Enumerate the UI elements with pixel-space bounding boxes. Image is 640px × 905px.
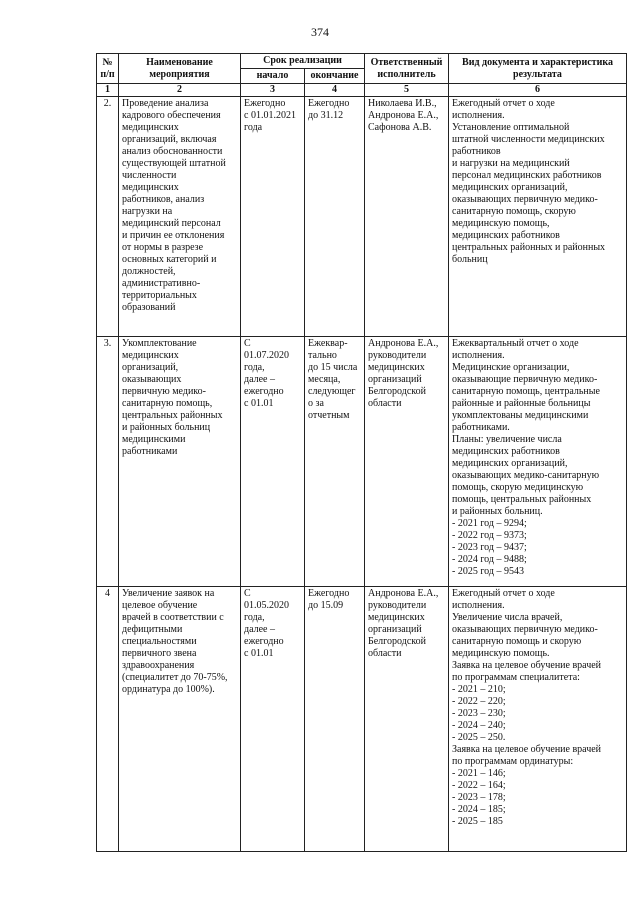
row-start: Ежегодно с 01.01.2021 года	[241, 97, 305, 337]
table-header-row	[97, 54, 627, 69]
row-responsible: Андронова Е.А., руководители медицинских организаций Белгородской области	[365, 587, 449, 852]
row-end: Ежеквар- тально до 15 числа месяца, следующег о за отчетным	[305, 337, 365, 587]
column-numbers-row	[97, 84, 627, 97]
col-number: 1	[97, 84, 119, 97]
header-end: окончание	[305, 69, 365, 84]
header-num: № п/п	[97, 54, 119, 84]
col-number: 5	[365, 84, 449, 97]
row-measure-name: Укомплектование медицинских организаций, оказывающих первичную медико- санитарную помощь, центральных районных и районных больниц медицинскими работниками	[119, 337, 241, 587]
row-number: 4	[97, 587, 119, 852]
col-number: 6	[449, 84, 627, 97]
header-period: Срок реализации	[241, 54, 365, 69]
row-start: С 01.05.2020 года, далее – ежегодно с 01.01	[241, 587, 305, 852]
header-name: Наименование мероприятия	[119, 54, 241, 84]
col-number: 2	[119, 84, 241, 97]
row-result: Ежегодный отчет о ходе исполнения. Установление оптимальной штатной численности медицинских работников и нагрузки на медицинский персонал медицинских работников медицинских организаций, оказывающих первичную медико- санитарную помощь, скорую медицинскую помощь, медицинских работников центральных районных и районных больниц	[449, 97, 627, 337]
row-measure-name: Проведение анализа кадрового обеспечения медицинских организаций, включая анализ обоснованности существующей штатной численности медицинских работников, анализ нагрузки на медицинский персонал и причин ее отклонения от нормы в разрезе основных категорий и должностей, административно- территориальных образований	[119, 97, 241, 337]
row-end: Ежегодно до 15.09	[305, 587, 365, 852]
row-number: 3.	[97, 337, 119, 587]
header-responsible: Ответственный исполнитель	[365, 54, 449, 84]
col-number: 3	[241, 84, 305, 97]
row-start: С 01.07.2020 года, далее – ежегодно с 01.01	[241, 337, 305, 587]
row-measure-name: Увеличение заявок на целевое обучение врачей в соответствии с дефицитными специальностями первичного звена здравоохранения (специалитет до 70-75%, ординатура до 100%).	[119, 587, 241, 852]
row-end: Ежегодно до 31.12	[305, 97, 365, 337]
col-number: 4	[305, 84, 365, 97]
header-result: Вид документа и характеристика результата	[449, 54, 627, 84]
header-start: начало	[241, 69, 305, 84]
table-row	[97, 587, 627, 852]
table-row	[97, 97, 627, 337]
row-responsible: Николаева И.В., Андронова Е.А., Сафонова А.В.	[365, 97, 449, 337]
measures-table	[96, 53, 627, 852]
table-row	[97, 337, 627, 587]
row-number: 2.	[97, 97, 119, 337]
row-result: Ежегодный отчет о ходе исполнения. Увеличение числа врачей, оказывающих первичную медико- санитарную помощь и скорую медицинскую помощь. Заявка на целевое обучение врачей по программам специалитета: - 2021 – 210; - 2022 – 220; - 2023 – 230; - 2024 – 240; - 2025 – 250. Заявка на целевое обучение врачей по программам ординатуры: - 2021 – 146; - 2022 – 164; - 2023 – 178; - 2024 – 185; - 2025 – 185	[449, 587, 627, 852]
row-responsible: Андронова Е.А., руководители медицинских организаций Белгородской области	[365, 337, 449, 587]
page-number: 374	[311, 25, 329, 39]
row-result: Ежеквартальный отчет о ходе исполнения. Медицинские организации, оказывающие первичную медико- санитарную помощь, центральные районные и районные больницы укомплектованы медицинскими работниками. Планы: увеличение числа медицинских работников медицинских организаций, оказывающих медико-санитарную помощь, скорую медицинскую помощь, центральных районных и районных больниц. - 2021 год – 9294; - 2022 год – 9373; - 2023 год – 9437; - 2024 год – 9488; - 2025 год – 9543	[449, 337, 627, 587]
